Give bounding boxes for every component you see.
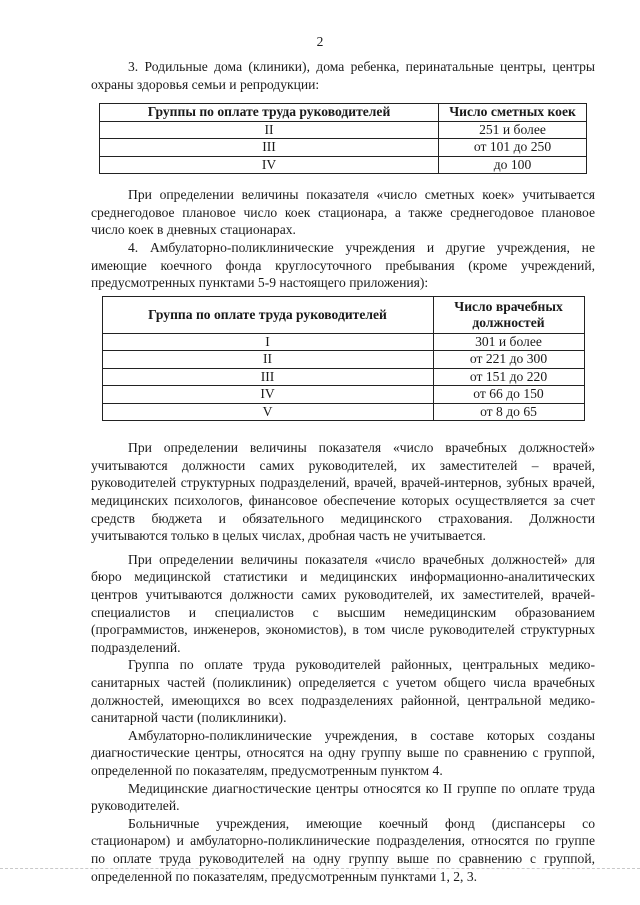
table-row (100, 156, 587, 174)
group-cell: III (100, 139, 439, 157)
value-cell: до 100 (439, 156, 587, 174)
value-cell: 251 и более (439, 121, 587, 139)
paragraph-doctor-positions-rule: При определении величины показателя «число врачебных должностей» учитываются должности самих руководителей, их заместителей – врачей, руководителей структурных подразделений, врачей, врачей-интернов, зубных врачей, медицинских психологов, финансовое обеспечение которых осуществляется за счет средств бюджета и обязательного медицинского страхования. Должности учитываются только в целых числах, дробная часть не учитывается. (91, 440, 595, 544)
paragraph-district-units: Группа по оплате труда руководителей районных, центральных медико-санитарных частей (поликлиник) определяется с учетом общего числа врачебных должностей, имеющихся во всех подразделениях районной, центральной медико-санитарной части (поликлиники). (91, 657, 595, 726)
value-cell: от 66 до 150 (433, 386, 584, 404)
value-cell: от 8 до 65 (433, 403, 584, 421)
beds-table (99, 103, 587, 174)
paragraph-diagnostic-centers-in-clinics: Амбулаторно-поликлинические учреждения, в составе которых созданы диагностические центры, относятся на одну группу выше по сравнению с группой, определенной по показателям, предусмотренным пунктом 4. (91, 727, 595, 778)
scan-edge-divider (0, 868, 640, 870)
column-header-beds: Число сметных коек (439, 104, 587, 122)
table-row (102, 368, 584, 386)
value-cell: от 151 до 220 (433, 368, 584, 386)
paragraph-diagnostic-centers: Медицинские диагностические центры относятся ко II группе по оплате труда руководителей. (91, 780, 595, 814)
document-body (91, 58, 595, 885)
value-cell: от 101 до 250 (439, 139, 587, 157)
column-header-group: Группы по оплате труда руководителей (100, 104, 439, 122)
doctor-positions-table (102, 296, 585, 422)
group-cell: V (102, 403, 433, 421)
table-row (100, 121, 587, 139)
table-row (100, 139, 587, 157)
table-header-row (100, 104, 587, 122)
section-4-intro: 4. Амбулаторно-поликлинические учреждения и другие учреждения, не имеющие коечного фонда круглосуточного пребывания (кроме учреждений, предусмотренных пунктами 5-9 настоящего приложения): (91, 239, 595, 291)
value-cell: 301 и более (433, 333, 584, 351)
table-row (102, 403, 584, 421)
value-cell: от 221 до 300 (433, 351, 584, 369)
table-row (102, 333, 584, 351)
group-cell: IV (100, 156, 439, 174)
page-number: 2 (316, 34, 324, 49)
group-cell: II (100, 121, 439, 139)
group-cell: II (102, 351, 433, 369)
table-header-row (102, 296, 584, 333)
column-header-positions: Число врачебных должностей (433, 296, 584, 333)
paragraph-hospital-institutions: Больничные учреждения, имеющие коечный фонд (диспансеры со стационаром) и амбулаторно-поликлинические подразделения, относятся по группе по оплате труда руководителей на одну группу выше по сравнению с группой, определенной по показателям, предусмотренным пунктами 1, 2, 3. (91, 815, 595, 884)
column-header-group: Группа по оплате труда руководителей (102, 296, 433, 333)
table-row (102, 386, 584, 404)
group-cell: IV (102, 386, 433, 404)
paragraph-statistics-bureau: При определении величины показателя «число врачебных должностей» для бюро медицинской статистики и медицинских информационно-аналитических центров учитываются должности самих руководителей, их заместителей, врачей-специалистов и специалистов с высшим немедицинским образованием (программистов, инженеров, экономистов), в том числе руководителей структурных подразделений. (91, 551, 595, 655)
group-cell: III (102, 368, 433, 386)
table-row (102, 351, 584, 369)
beds-note: При определении величины показателя «число сметных коек» учитывается среднегодовое плановое число коек стационара, а также среднегодовое плановое число коек в дневных стационарах. (91, 187, 595, 238)
group-cell: I (102, 333, 433, 351)
section-3-intro: 3. Родильные дома (клиники), дома ребенка, перинатальные центры, центры охраны здоровья семьи и репродукции: (91, 59, 595, 92)
